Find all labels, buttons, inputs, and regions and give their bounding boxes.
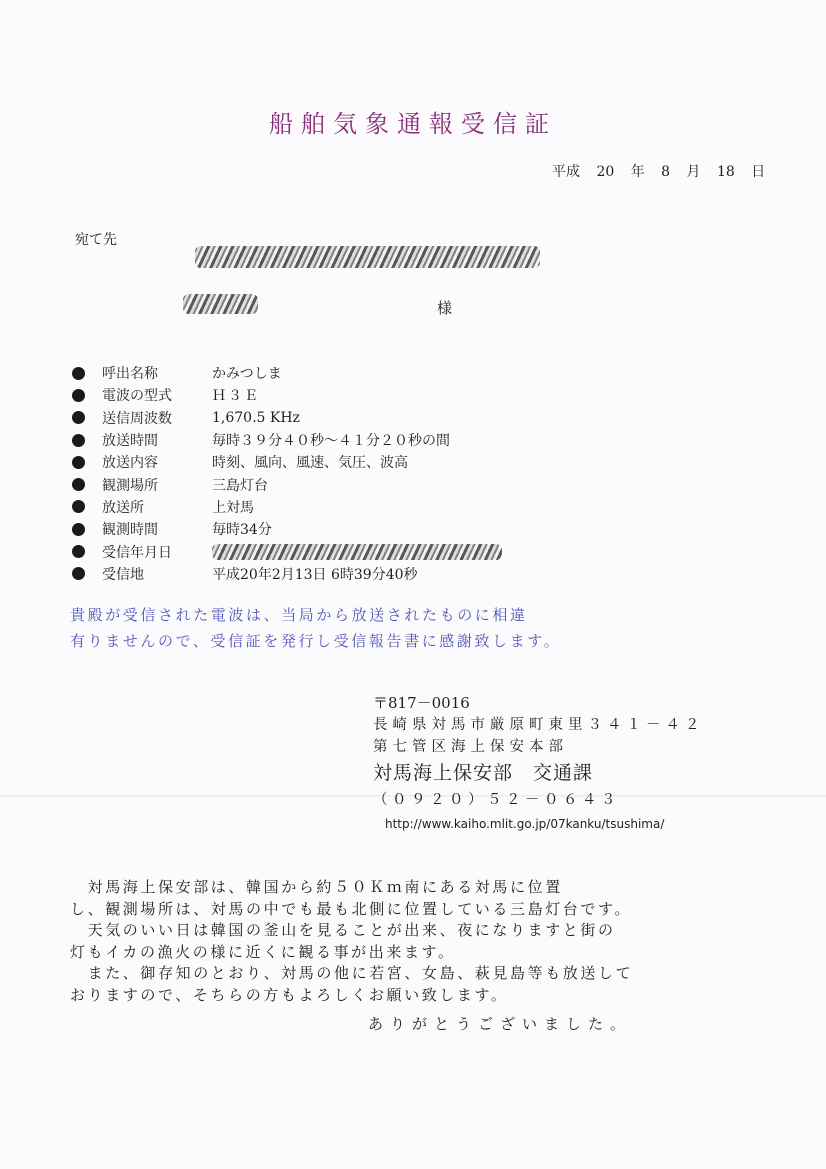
bullet-icon [72,500,85,513]
detail-value: 毎時３９分４０秒～４１分２０秒の間 [212,433,450,450]
detail-row [72,407,632,429]
detail-value: 平成20年2月13日 6時39分40秒 [212,566,418,583]
redacted-address [195,246,540,268]
bullet-icon [72,567,85,580]
bullet-icon [72,411,85,424]
recipient-honorific: 様 [437,299,453,317]
info-line: おりますので、そちらの方もよろしくお願い致します。 [70,985,509,1004]
detail-row [72,473,632,495]
issue-date: 平成 20 年 8 月 18 日 [552,164,766,180]
info-line: 灯もイカの漁火の様に近くに観る事が出来ます。 [70,942,456,961]
postal-code: 〒817－0016 [373,694,470,712]
detail-row [72,384,632,406]
detail-value: 1,670.5 KHz [212,409,300,426]
bullet-icon [72,523,85,536]
info-line: 天気のいい日は韓国の釜山を見ることが出来、夜になりますと街の [70,921,616,939]
detail-value: 時刻、風向、風速、気圧、波高 [212,455,408,472]
detail-row [72,451,632,473]
thanks-line: 有りませんので、受信証を発行し受信報告書に感謝致します。 [70,632,562,650]
detail-label: 受信年月日 [102,544,172,561]
detail-row [72,429,632,451]
detail-row [72,362,632,384]
bullet-icon [72,545,85,558]
headquarters: 第七管区海上保安本部 [373,739,568,755]
bullet-icon [72,389,85,402]
detail-label: 放送所 [102,499,144,516]
reception-details [72,362,632,585]
detail-value: 上対馬 [212,499,254,516]
detail-row [72,563,632,585]
recipient-label: 宛て先 [75,232,117,248]
detail-row [72,496,632,518]
detail-label: 放送内容 [102,455,158,472]
certificate-title: 船舶気象通報受信証 [269,110,557,138]
detail-label: 受信地 [102,566,144,583]
detail-label: 呼出名称 [102,366,158,383]
detail-label: 電波の型式 [102,388,172,405]
detail-label: 観測時間 [102,522,158,539]
detail-row [72,518,632,540]
department: 対馬海上保安部 交通課 [373,762,594,784]
redacted-reception-date [212,544,502,560]
station-info [70,877,633,1006]
detail-value: かみつしま [212,366,282,383]
detail-row [72,540,632,562]
phone-number: （０９２０）５２－０６４３ [373,792,620,808]
bullet-icon [72,434,85,447]
issuer-contact [373,693,705,812]
office-address: 長崎県対馬市厳原町東里３４１－４２ [373,717,705,733]
detail-value: Ｈ３Ｅ [212,388,260,405]
detail-value: 三島灯台 [212,477,268,494]
info-line: し、観測場所は、対馬の中でも最も北側に位置している三島灯台です。 [70,899,633,918]
detail-label: 放送時間 [102,433,158,450]
info-line: また、御存知のとおり、対馬の他に若宮、女島、萩見島等も放送して [70,964,634,982]
detail-label: 観測場所 [102,477,158,494]
bullet-icon [72,456,85,469]
detail-label: 送信周波数 [102,410,172,427]
thanks-message [70,602,561,654]
detail-value [212,542,632,562]
closing-remark: ありがとうございました。 [368,1015,633,1033]
info-line: 対馬海上保安部は、韓国から約５０Ｋｍ南にある対馬に位置 [70,878,563,896]
bullet-icon [72,478,85,491]
thanks-line: 貴殿が受信された電波は、当局から放送されたものに相違 [70,606,528,624]
redacted-name [183,294,258,314]
website-url: http://www.kaiho.mlit.go.jp/07kanku/tsushima/ [385,817,665,831]
detail-value: 毎時34分 [212,522,272,539]
bullet-icon [72,367,85,380]
